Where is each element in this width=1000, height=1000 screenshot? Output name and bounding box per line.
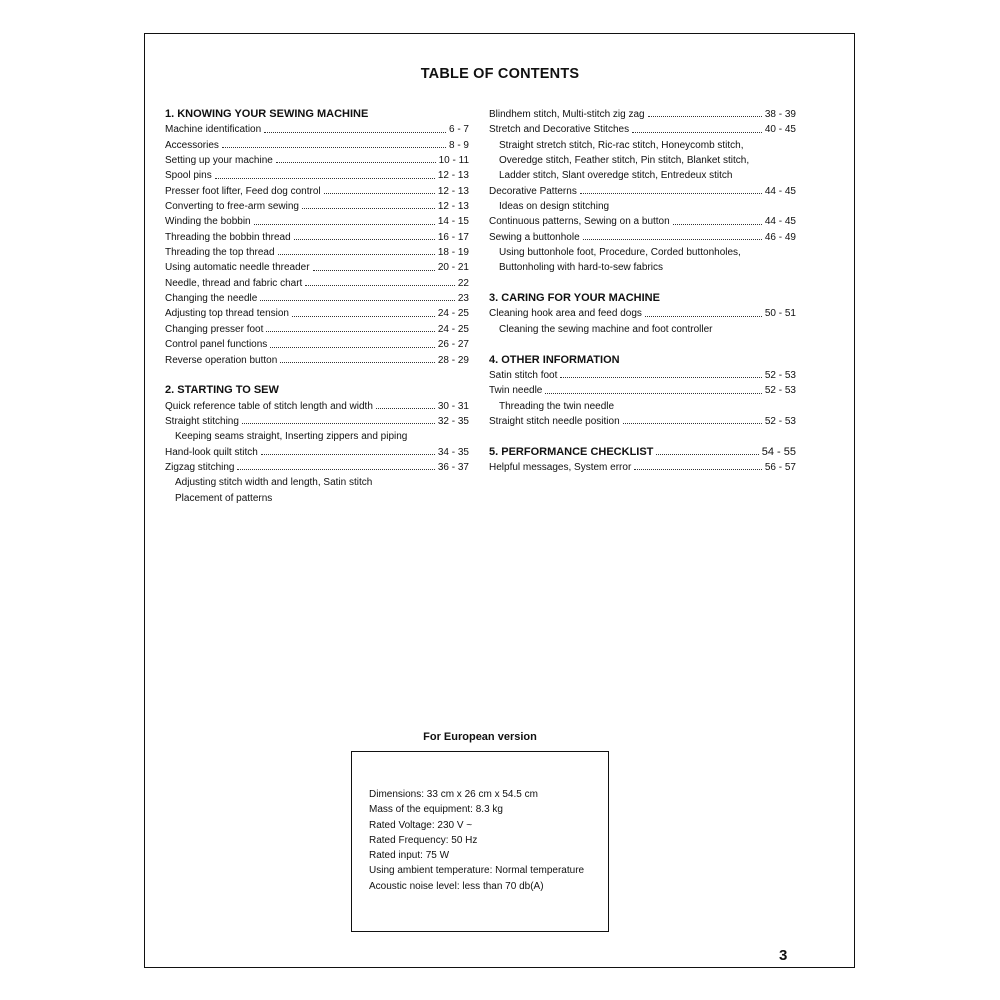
section-spacer xyxy=(165,368,469,383)
dot-leader xyxy=(294,239,435,240)
page-range: 6 - 7 xyxy=(448,124,469,136)
toc-subtopics: Threading the twin needle xyxy=(499,400,615,412)
page-range: 34 - 35 xyxy=(437,446,469,458)
toc-entry xyxy=(489,368,796,383)
toc-entry-label: Helpful messages, System error xyxy=(489,461,632,473)
toc-subtopics: Buttonholing with hard-to-sew fabrics xyxy=(499,262,663,274)
section-heading xyxy=(489,291,796,306)
toc-entry xyxy=(165,199,469,214)
page-range: 14 - 15 xyxy=(437,216,469,228)
page-range: 30 - 31 xyxy=(437,400,469,412)
section-heading-text: 2. STARTING TO SEW xyxy=(165,384,279,397)
dot-leader xyxy=(261,454,435,455)
page-range: 20 - 21 xyxy=(437,262,469,274)
specification-line: Acoustic noise level: less than 70 db(A) xyxy=(369,880,544,892)
dot-leader xyxy=(280,362,435,363)
toc-entry-label: Hand-look quilt stitch xyxy=(165,446,258,458)
section-heading-text: 1. KNOWING YOUR SEWING MACHINE xyxy=(165,108,369,120)
page-title: TABLE OF CONTENTS xyxy=(420,66,580,82)
toc-entry xyxy=(489,414,796,429)
dot-leader xyxy=(648,116,762,117)
toc-entry xyxy=(165,460,469,475)
toc-entry xyxy=(165,138,469,153)
toc-entry xyxy=(165,291,469,306)
dot-leader xyxy=(266,331,434,332)
toc-entry xyxy=(489,184,796,199)
toc-entry-label: Twin needle xyxy=(489,385,543,397)
specification-line: Dimensions: 33 cm x 26 cm x 54.5 cm xyxy=(369,789,538,800)
page-range: 46 - 49 xyxy=(764,231,796,243)
specification-line: Using ambient temperature: Normal temperature xyxy=(369,865,585,877)
page-range: 40 - 45 xyxy=(764,124,796,136)
toc-subtopics: Ideas on design stitching xyxy=(499,201,610,213)
dot-leader xyxy=(580,193,762,194)
toc-entry-label: Decorative Patterns xyxy=(489,185,577,197)
toc-entry-label: Changing the needle xyxy=(165,293,258,305)
page-range: 23 xyxy=(457,293,469,305)
toc-entry xyxy=(489,214,796,229)
page-range: 12 - 13 xyxy=(437,201,469,213)
page-range: 16 - 17 xyxy=(437,231,469,243)
toc-entry xyxy=(165,276,469,291)
page-range: 22 xyxy=(457,277,469,289)
section-spacer xyxy=(489,429,796,444)
dot-leader xyxy=(673,224,762,225)
page-range: 24 - 25 xyxy=(437,323,469,335)
section-heading xyxy=(165,107,469,122)
toc-entry-label: Needle, thread and fabric chart xyxy=(165,277,303,289)
page-range: 36 - 37 xyxy=(437,461,469,473)
specification-line: Rated Voltage: 230 V ~ xyxy=(369,819,473,831)
page-range: 56 - 57 xyxy=(764,461,796,473)
page-range: 52 - 53 xyxy=(764,369,796,381)
toc-entry xyxy=(165,337,469,352)
toc-entry-label: Converting to free-arm sewing xyxy=(165,201,299,213)
page-number: 3 xyxy=(779,947,788,964)
section-heading xyxy=(489,445,796,460)
toc-entry xyxy=(489,107,796,122)
toc-entry-label: Straight stitch needle position xyxy=(489,415,620,427)
toc-subtopics: Ladder stitch, Slant overedge stitch, Entredeux stitch xyxy=(499,170,733,182)
toc-subtopics: Cleaning the sewing machine and foot controller xyxy=(499,323,713,335)
toc-right-column xyxy=(489,107,796,475)
page-range: 12 - 13 xyxy=(437,185,469,197)
toc-entry-label: Cleaning hook area and feed dogs xyxy=(489,308,642,320)
toc-entry-label: Presser foot lifter, Feed dog control xyxy=(165,185,321,197)
dot-leader xyxy=(305,285,455,286)
page-range: 8 - 9 xyxy=(448,139,469,151)
toc-entry xyxy=(165,184,469,199)
page-range: 44 - 45 xyxy=(764,216,796,228)
page-range: 38 - 39 xyxy=(764,109,796,120)
toc-entry xyxy=(165,122,469,137)
toc-entry xyxy=(165,245,469,260)
section-heading xyxy=(489,353,796,368)
toc-entry-label: Changing presser foot xyxy=(165,323,264,335)
toc-entry-label: Spool pins xyxy=(165,170,212,182)
toc-entry-label: Control panel functions xyxy=(165,339,268,351)
dot-leader xyxy=(634,469,762,470)
toc-entry xyxy=(165,353,469,368)
toc-entry-label: Accessories xyxy=(165,139,219,151)
page-range: 24 - 25 xyxy=(437,308,469,320)
dot-leader xyxy=(276,162,436,163)
page-range: 54 - 55 xyxy=(761,445,796,458)
section-heading-text: 4. OTHER INFORMATION xyxy=(489,353,620,366)
dot-leader xyxy=(623,423,762,424)
page-range: 52 - 53 xyxy=(764,415,796,427)
toc-entry-label: Winding the bobbin xyxy=(165,216,251,228)
specifications-box xyxy=(351,751,609,932)
toc-entry-label: Setting up your machine xyxy=(165,155,273,167)
dot-leader xyxy=(645,316,762,317)
page-range: 26 - 27 xyxy=(437,339,469,351)
toc-entry-label: Sewing a buttonhole xyxy=(489,231,580,243)
specification-line: Mass of the equipment: 8.3 kg xyxy=(369,804,503,816)
dot-leader xyxy=(278,254,435,255)
toc-entry-label: Threading the top thread xyxy=(165,247,275,259)
toc-entry xyxy=(165,399,469,414)
dot-leader xyxy=(656,454,758,455)
page-range: 12 - 13 xyxy=(437,170,469,182)
toc-entry xyxy=(165,230,469,245)
dot-leader xyxy=(376,408,435,409)
dot-leader xyxy=(237,469,434,470)
european-version-title: For European version xyxy=(423,731,537,743)
dot-leader xyxy=(324,193,435,194)
page-range: 50 - 51 xyxy=(764,308,796,320)
toc-entry-label: Zigzag stitching xyxy=(165,461,235,473)
page-range: 32 - 35 xyxy=(437,415,469,427)
dot-leader xyxy=(292,316,435,317)
section-spacer xyxy=(489,337,796,352)
toc-subtopics: Adjusting stitch width and length, Satin stitch xyxy=(175,477,373,489)
toc-entry-label: Quick reference table of stitch length and width xyxy=(165,400,373,412)
toc-entry-label: Using automatic needle threader xyxy=(165,262,310,274)
dot-leader xyxy=(270,347,435,348)
toc-entry xyxy=(489,460,796,475)
dot-leader xyxy=(313,270,435,271)
toc-entry xyxy=(165,260,469,275)
section-heading xyxy=(165,383,469,398)
dot-leader xyxy=(264,132,446,133)
dot-leader xyxy=(583,239,762,240)
toc-entry xyxy=(165,306,469,321)
toc-entry xyxy=(165,168,469,183)
toc-entry xyxy=(165,153,469,168)
section-spacer xyxy=(489,276,796,291)
toc-entry xyxy=(165,214,469,229)
toc-entry-label: Adjusting top thread tension xyxy=(165,308,289,320)
dot-leader xyxy=(215,178,435,179)
toc-entry-label: Reverse operation button xyxy=(165,354,278,366)
toc-subtopics: Keeping seams straight, Inserting zippers and piping xyxy=(175,431,408,443)
toc-entry xyxy=(165,322,469,337)
page-range: 44 - 45 xyxy=(764,185,796,197)
section-heading-text: 5. PERFORMANCE CHECKLIST xyxy=(489,445,654,458)
toc-entry xyxy=(489,306,796,321)
page-range: 18 - 19 xyxy=(437,247,469,259)
toc-entry-label: Straight stitching xyxy=(165,415,239,427)
specification-line: Rated input: 75 W xyxy=(369,850,450,862)
dot-leader xyxy=(302,208,435,209)
dot-leader xyxy=(632,132,762,133)
page-range: 28 - 29 xyxy=(437,354,469,366)
dot-leader xyxy=(545,393,761,394)
page-range: 52 - 53 xyxy=(764,385,796,397)
page-range: 10 - 11 xyxy=(438,155,469,167)
toc-entry xyxy=(489,122,796,137)
dot-leader xyxy=(560,377,761,378)
dot-leader xyxy=(222,147,446,148)
toc-entry-label: Threading the bobbin thread xyxy=(165,231,291,243)
toc-subtopics: Placement of patterns xyxy=(175,492,273,504)
toc-entry-label: Machine identification xyxy=(165,124,262,136)
toc-entry-label: Stretch and Decorative Stitches xyxy=(489,124,630,136)
toc-entry xyxy=(489,230,796,245)
toc-entry xyxy=(489,383,796,398)
toc-entry-label: Satin stitch foot xyxy=(489,369,558,381)
toc-left-column xyxy=(165,107,469,506)
section-heading-text: 3. CARING FOR YOUR MACHINE xyxy=(489,292,660,305)
toc-entry xyxy=(165,445,469,460)
toc-entry-label: Continuous patterns, Sewing on a button xyxy=(489,216,670,228)
toc-subtopics: Overedge stitch, Feather stitch, Pin stitch, Blanket stitch, xyxy=(499,155,750,167)
specifications-list xyxy=(369,787,584,894)
specification-line: Rated Frequency: 50 Hz xyxy=(369,834,478,846)
toc-subtopics: Straight stretch stitch, Ric-rac stitch, Honeycomb stitch, xyxy=(499,139,744,151)
toc-entry-label: Blindhem stitch, Multi-stitch zig zag xyxy=(489,109,645,120)
dot-leader xyxy=(254,224,435,225)
toc-entry xyxy=(165,414,469,429)
toc-subtopics: Using buttonhole foot, Procedure, Corded buttonholes, xyxy=(499,247,741,259)
dot-leader xyxy=(260,300,455,301)
dot-leader xyxy=(242,423,435,424)
